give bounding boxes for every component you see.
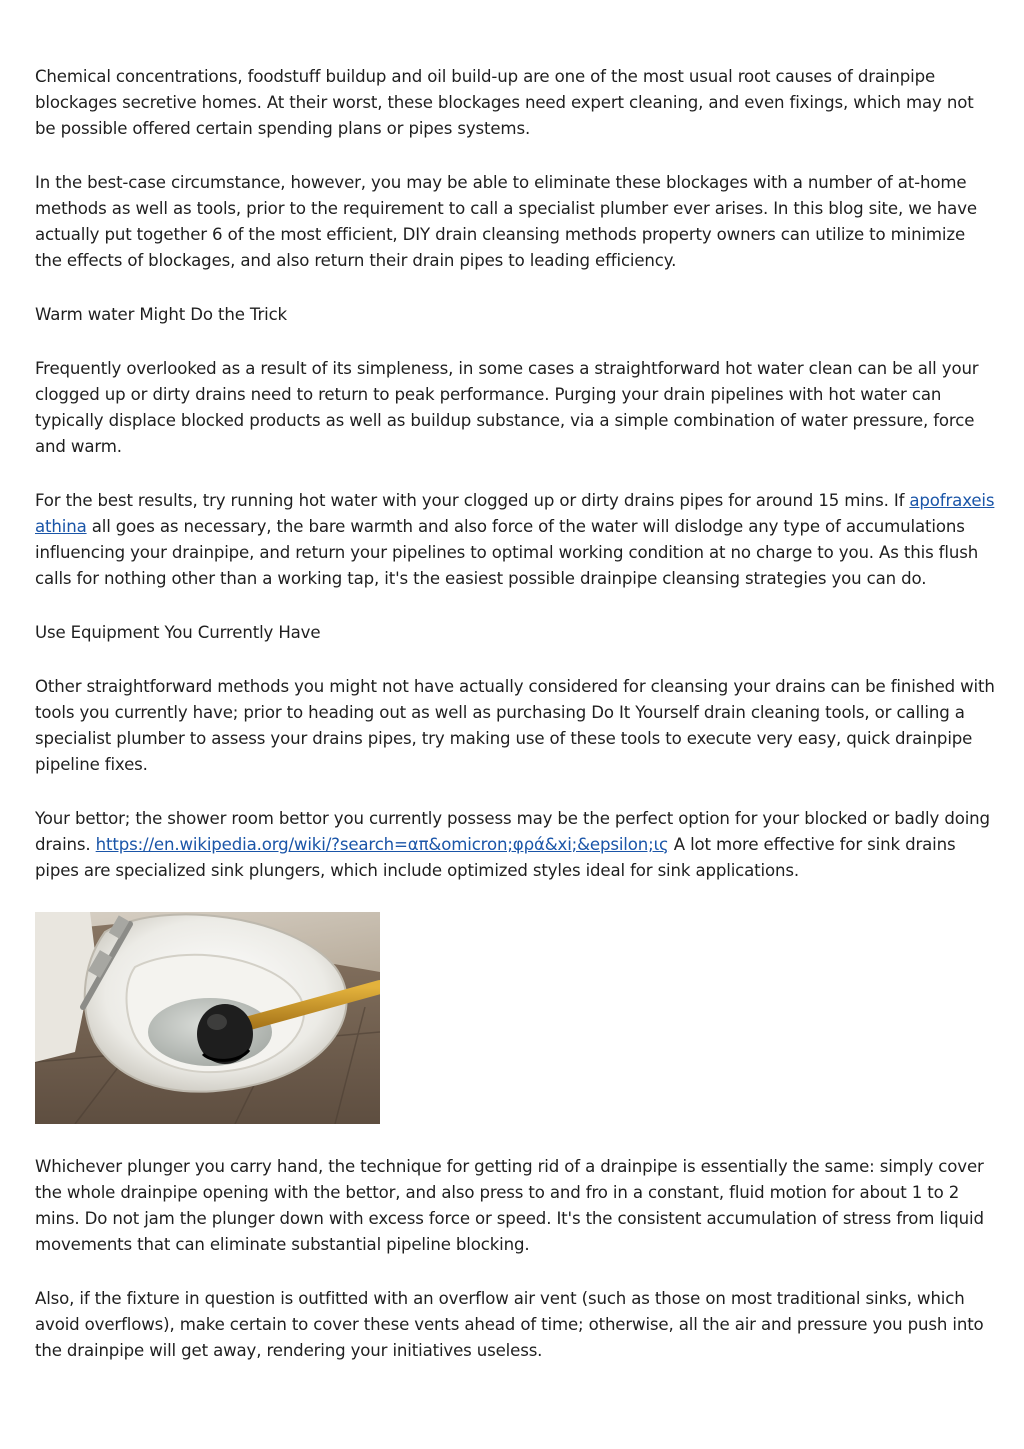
paragraph-best-case: In the best-case circumstance, however, you may be able to eliminate these blockages with a number of at-home methods as well as tools, prior to the requirement to call a specialist plumber ever arises. In this blog site, we have actually put together 6 of the most efficient, DIY drain cleansing methods property owners can utilize to minimize the effects of blockages, and also return their drain pipes to leading efficiency. xyxy=(35,173,977,270)
paragraph-hot-water: Frequently overlooked as a result of its simpleness, in some cases a straightforward hot water clean can be all your clogged up or dirty drains need to return to peak performance. Purging your drain pipelines with hot water can typically displace blocked products as well as buildup substance, via a simple combination of water pressure, force and warm. xyxy=(35,359,979,456)
paragraph-overflow: Also, if the fixture in question is outfitted with an overflow air vent (such as those on most traditional sinks, which avoid overflows), make certain to cover these vents ahead of time; otherwise, all the air and pressure you push into the drainpipe will get away, rendering your initiatives useless. xyxy=(35,1289,984,1360)
paragraph-text: Your bettor; the shower room bettor you currently possess may be the perfect option for your blocked or badly doing drains. xyxy=(35,809,990,854)
paragraph-intro: Chemical concentrations, foodstuff buildup and oil build-up are one of the most usual root causes of drainpipe blockages secretive homes. At their worst, these blockages need expert cleaning, and even fixings, which may not be possible offered certain spending plans or pipes systems. xyxy=(35,67,974,138)
wikipedia-link[interactable]: https://en.wikipedia.org/wiki/?search=απ&omicron;φρά&xi;&epsilon;ις xyxy=(95,835,669,854)
paragraph-best-results xyxy=(35,488,995,592)
apofraxeis-link[interactable]: apofraxeis athina xyxy=(35,491,995,536)
paragraph-bettor xyxy=(35,806,995,884)
paragraph-text: all goes as necessary, the bare warmth and also force of the water will dislodge any type of accumulations influencing your drainpipe, and return your pipelines to optimal working condition at no charge to you. As this flush calls for nothing other than a working tap, it's the easiest possible drainpipe cleansing strategies you can do. xyxy=(35,517,979,588)
paragraph-technique: Whichever plunger you carry hand, the technique for getting rid of a drainpipe is essentially the same: simply cover the whole drainpipe opening with the bettor, and also press to and fro in a constant, fluid motion for about 1 to 2 mins. Do not jam the plunger down with excess force or speed. It's the consistent accumulation of stress from liquid movements that can eliminate substantial pipeline blocking. xyxy=(35,1157,984,1254)
heading-warm-water: Warm water Might Do the Trick xyxy=(35,305,288,324)
plunger-toilet-photo xyxy=(35,912,380,1124)
paragraph-text: For the best results, try running hot water with your clogged up or dirty drains pipes for around 15 mins. If xyxy=(35,491,910,510)
paragraph-text: A lot more effective for sink drains pipes are specialized sink plungers, which include optimized styles ideal for sink applications. xyxy=(35,835,956,880)
paragraph-tools: Other straightforward methods you might not have actually considered for cleansing your drains can be finished with tools you currently have; prior to heading out as well as purchasing Do It Yourself drain cleaning tools, or calling a specialist plumber to assess your drains pipes, try making use of these tools to execute very easy, quick drainpipe pipeline fixes. xyxy=(35,677,995,774)
heading-equipment: Use Equipment You Currently Have xyxy=(35,623,321,642)
article-body xyxy=(35,64,995,1392)
